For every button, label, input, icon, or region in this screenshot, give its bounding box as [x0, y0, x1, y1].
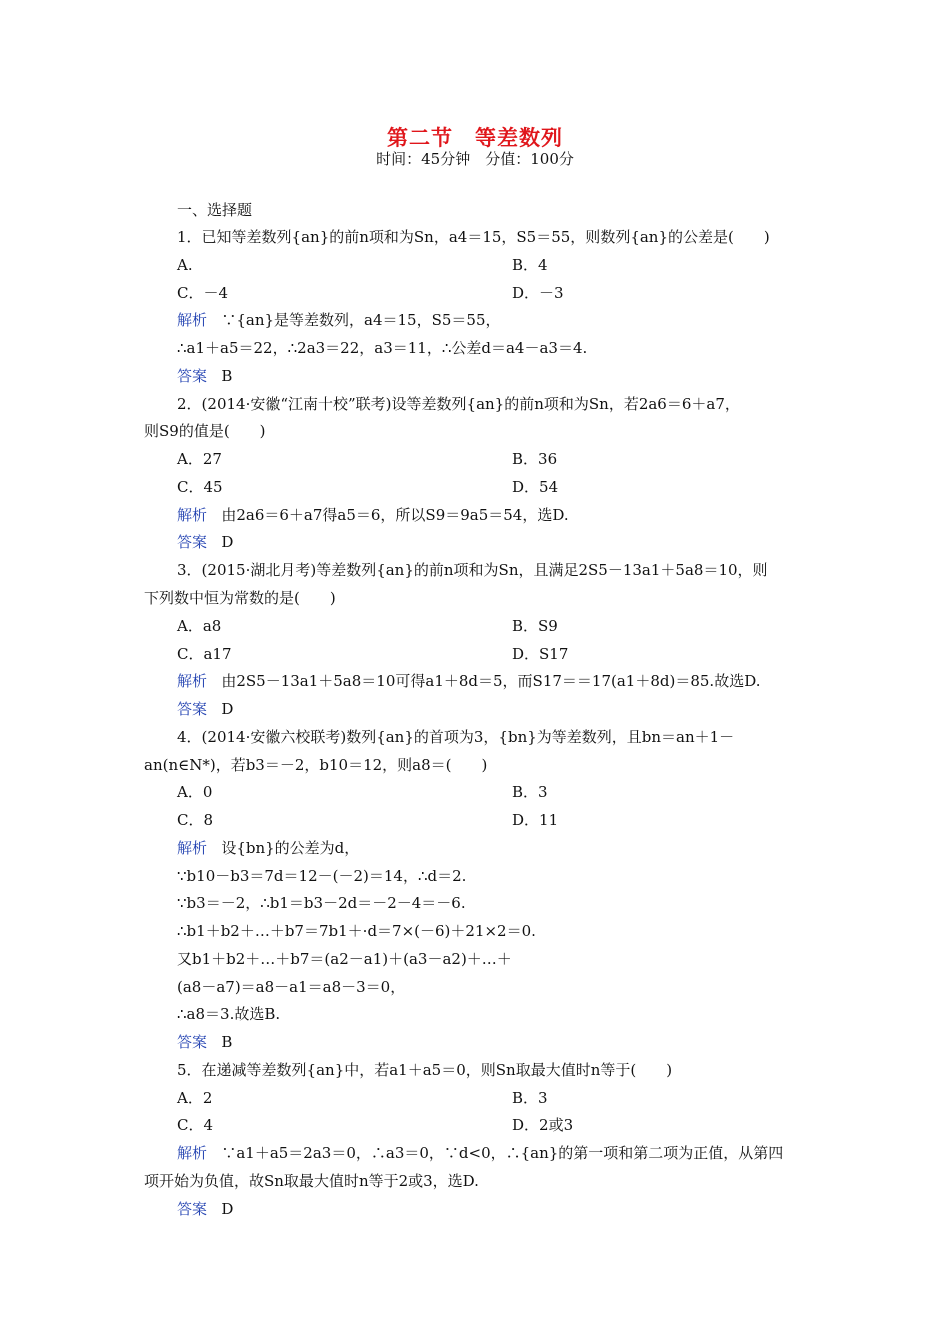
q4-answer-line [177, 1032, 232, 1052]
q5-option-c: C．4 [177, 1116, 214, 1134]
q1-answer-label: 答案 [177, 367, 208, 385]
q5-stem: 5．在递减等差数列{an}中，若a1＋a5＝0，则Sn取最大值时n等于( ) [177, 1061, 673, 1079]
page-subtitle: 时间：45分钟 分值：100分 [376, 150, 574, 168]
q5-answer-line [177, 1199, 233, 1219]
q4-solution-line-2: ∵b10－b3＝7d＝12－(－2)＝14，∴d＝2. [177, 867, 467, 885]
q2-stem-line-2: 则S9的值是( ) [144, 422, 266, 440]
q1-stem: 1．已知等差数列{an}的前n项和为Sn，a4＝15，S5＝55，则数列{an}的公差是( ) [177, 228, 770, 246]
q3-stem-line-1: 3．(2015·湖北月考)等差数列{an}的前n项和为Sn，且满足2S5－13a1＋5a8＝10，则 [177, 561, 768, 579]
q4-solution-line [177, 838, 359, 858]
q2-answer-line [177, 532, 233, 552]
q4-solution-line-5: 又b1＋b2＋…＋b7＝(a2－a1)＋(a3－a2)＋…＋ [177, 950, 512, 968]
q2-option-a: A．27 [177, 450, 222, 468]
q4-option-a: A．0 [177, 783, 213, 801]
q3-answer-line [177, 699, 233, 719]
q1-option-b: B．4 [512, 256, 548, 274]
q5-option-a: A．2 [177, 1089, 213, 1107]
q4-stem-line-1: 4．(2014·安徽六校联考)数列{an}的首项为3，{bn}为等差数列，且bn＝an＋1－ [177, 728, 735, 746]
q4-answer: B [221, 1033, 233, 1051]
q4-option-b: B．3 [512, 783, 548, 801]
q3-option-c: C．a17 [177, 645, 232, 663]
q1-solution-line [177, 310, 501, 330]
q1-answer-line [177, 366, 232, 386]
q5-solution-text: ∵a1＋a5＝2a3＝0，∴a3＝0，∵d<0，∴{an}的第一项和第二项为正值，从第四 [221, 1144, 784, 1162]
q4-option-c: C．8 [177, 811, 214, 829]
q4-solution-text: 设{bn}的公差为d， [221, 839, 360, 857]
q1-option-a: A. [177, 256, 193, 274]
q1-solution-line-2: ∴a1＋a5＝22，∴2a3＝22，a3＝11，∴公差d＝a4－a3＝4. [177, 339, 588, 357]
q5-answer-label: 答案 [177, 1200, 208, 1218]
q4-solution-line-3: ∵b3＝－2，∴b1＝b3－2d＝－2－4＝－6. [177, 894, 466, 912]
q4-solution-label: 解析 [177, 839, 208, 857]
q4-answer-label: 答案 [177, 1033, 208, 1051]
q2-solution-label: 解析 [177, 506, 208, 524]
q4-solution-line-4: ∴b1＋b2＋…＋b7＝7b1＋·d＝7×(－6)＋21×2＝0. [177, 922, 536, 940]
q3-answer: D [221, 700, 234, 718]
q3-solution-text: 由2S5－13a1＋5a8＝10可得a1＋8d＝5，而S17＝＝17(a1＋8d)＝85.故选D. [221, 672, 761, 690]
page-title: 第二节 等差数列 [387, 125, 563, 150]
q5-solution-line-2: 项开始为负值，故Sn取最大值时n等于2或3，选D. [144, 1172, 479, 1190]
section-heading: 一、选择题 [177, 201, 253, 219]
q4-solution-line-7: ∴a8＝3.故选B. [177, 1005, 281, 1023]
q5-solution-label: 解析 [177, 1144, 208, 1162]
q2-option-c: C．45 [177, 478, 223, 496]
q3-solution-label: 解析 [177, 672, 208, 690]
q2-answer: D [221, 533, 234, 551]
q5-option-b: B．3 [512, 1089, 548, 1107]
q1-answer: B [221, 367, 233, 385]
q5-answer: D [221, 1200, 234, 1218]
q2-solution-text: 由2a6＝6＋a7得a5＝6，所以S9＝9a5＝54，选D. [221, 506, 569, 524]
q2-option-d: D．54 [512, 478, 559, 496]
q3-solution-line [177, 671, 760, 691]
q2-answer-label: 答案 [177, 533, 208, 551]
q1-option-c: C．－4 [177, 284, 229, 302]
q3-option-a: A．a8 [177, 617, 222, 635]
q4-stem-line-2: an(n∈N*)，若b3＝－2，b10＝12，则a8＝( ) [144, 756, 488, 774]
q3-option-d: D．S17 [512, 645, 569, 663]
q1-option-d: D．－3 [512, 284, 564, 302]
q2-option-b: B．36 [512, 450, 558, 468]
q2-stem-line-1: 2．(2014·安徽“江南十校”联考)设等差数列{an}的前n项和为Sn，若2a6＝6＋a7， [177, 395, 740, 413]
q3-answer-label: 答案 [177, 700, 208, 718]
q1-solution-text: ∵{an}是等差数列，a4＝15，S5＝55， [221, 311, 501, 329]
q5-solution-line [177, 1143, 783, 1163]
q4-option-d: D．11 [512, 811, 559, 829]
q2-solution-line [177, 505, 569, 525]
q3-stem-line-2: 下列数中恒为常数的是( ) [144, 589, 336, 607]
q1-solution-label: 解析 [177, 311, 208, 329]
q4-solution-line-6: (a8－a7)＝a8－a1＝a8－3＝0， [177, 978, 406, 996]
q5-option-d: D．2或3 [512, 1116, 574, 1134]
q3-option-b: B．S9 [512, 617, 558, 635]
